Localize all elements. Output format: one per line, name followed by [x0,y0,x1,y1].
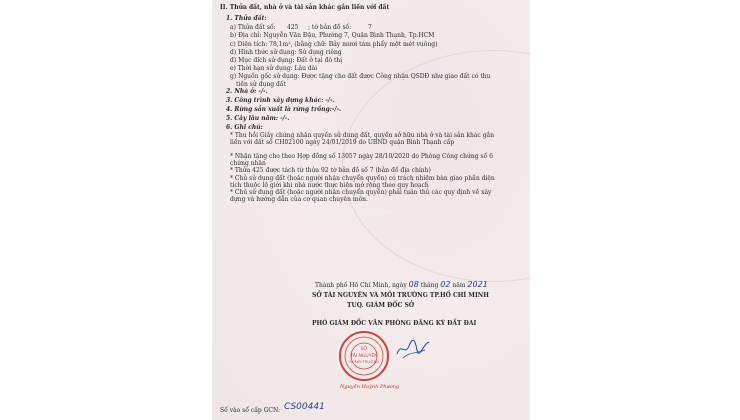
area-line: c) Diện tích: 78,1m², (bằng chữ: Bảy mươi tám phẩy một mét vuông) [230,41,438,48]
registry-number: CS00441 [284,402,325,412]
issuing-org: SỞ TÀI NGUYÊN VÀ MÔI TRƯỜNG TP.HỒ CHÍ MINH [312,292,489,299]
date-year: 2021 [467,280,488,289]
tuq-line: TUQ. GIÁM ĐỐC SỞ [347,302,415,309]
seal-text-3: VÀ MÔI TRƯỜNG [348,360,380,364]
date-month: 02 [440,280,451,289]
date-prefix: Thành phố Hồ Chí Minh, ngày [315,282,407,289]
origin-line-cont: tiền sử dụng đất [236,81,286,88]
registry-label: Số vào sổ cấp GCN: [220,407,281,414]
notes-heading: 6. Ghi chú: [226,124,263,131]
signer-position: PHÓ GIÁM ĐỐC VĂN PHÒNG ĐĂNG KÝ ĐẤT ĐAI [312,320,477,327]
parcel-number-value: 425 [287,24,299,31]
house-line: 2. Nhà ở: -/-. [226,88,268,95]
note-5: * Chủ sử dụng đất (hoặc người nhận chuyển quyền) phải tuân thủ các quy định về xây dựng và hướng dẫn của cơ quan chuyên môn. [230,189,492,203]
seal-text-2: TÀI NGUYÊN [350,354,378,359]
usage-purpose-line: đ) Mục đích sử dụng: Đất ở tại đô thị [230,57,343,64]
parcel-number-label: a) Thửa đất số: [230,24,276,31]
month-prefix: tháng [420,282,439,289]
other-construction-line: 3. Công trình xây dựng khác: -/-. [226,97,335,104]
date-day: 08 [408,280,419,289]
official-seal-icon [338,330,390,382]
note-4: * Chủ sử dụng đất (hoặc người nhận chuyển quyền) có trách nhiệm bàn giao phần diện tích thuộc lộ giới khi nhà nước thực hiện mở rộng theo quy hoạch [230,175,495,189]
map-sheet-label: ; tờ bản đồ số: [308,24,352,31]
address-line: b) Địa chỉ: Nguyễn Văn Đậu, Phường 7, Quận Bình Thạnh, Tp.HCM [230,32,435,39]
usage-form-line: d) Hình thức sử dụng: Sử dụng riêng [230,49,342,56]
certificate-page [212,0,530,420]
section-title: II. Thửa đất, nhà ở và tài sản khác gắn liền với đất [220,4,390,11]
signer-name: Nguyễn Huỳnh Phương [340,384,400,390]
year-prefix: năm [452,282,466,289]
seal-text-1: SỞ [360,347,368,352]
perennial-line: 5. Cây lâu năm: -/-. [226,115,290,122]
origin-line: g) Nguồn gốc sử dụng: Được tặng cho đất được Công nhận QSDĐ như giao đất có thu [230,73,491,80]
land-heading: 1. Thửa đất: [226,15,267,22]
date-line [315,281,488,289]
note-1: * Thu hồi Giấy chứng nhận quyền sử dụng đất, quyền sở hữu nhà ở và tài sản khác gắn liền với đất số CH02100 ngày 24/01/2019 do UBND quận Bình Thạnh cấp [230,132,494,146]
note-2: * Nhận tặng cho theo Hợp đồng số 13057 ngày 28/10/2020 do Phòng Công chứng số 6 chứng nhận [230,153,493,167]
watermark-text: giaodichnhadat.vn [300,208,393,217]
note-3: * Thửa 425 được tách từ thửa 92 tờ bản đồ số 7 (bản đồ địa chính) [230,167,431,174]
map-sheet-value: 7 [368,24,372,31]
forest-line: 4. Rừng sản xuất là rừng trồng:-/-. [226,106,342,113]
signature-icon [395,336,431,360]
usage-term-line: e) Thời hạn sử dụng: Lâu dài [230,65,318,72]
